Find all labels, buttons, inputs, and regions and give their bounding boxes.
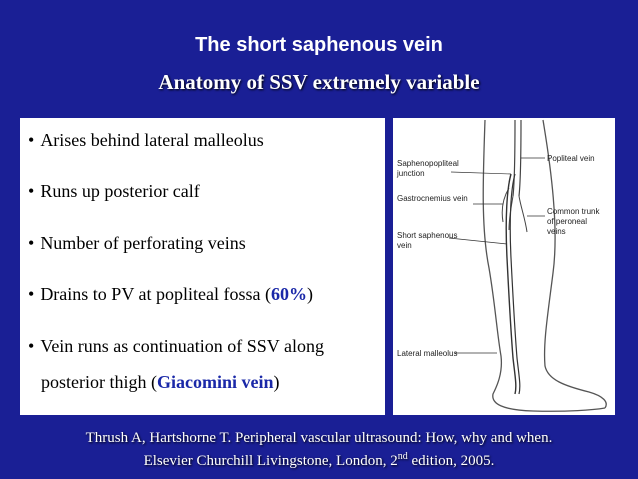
citation-line-2-pre: Elsevier Churchill Livingstone, London, 2 xyxy=(143,453,398,469)
popliteal-vein-wall xyxy=(519,120,521,196)
bullet-item xyxy=(28,130,264,151)
leg-illustration xyxy=(393,118,615,415)
bullet-item xyxy=(28,233,246,254)
bullet-item xyxy=(28,336,324,357)
bullet-marker: • xyxy=(28,336,35,356)
label-saphenopopliteal-2: junction xyxy=(397,169,425,178)
bullet-highlight: 60% xyxy=(270,284,307,304)
leg-anatomy-figure xyxy=(393,118,615,415)
bullet-text: Vein runs as continuation of SSV along xyxy=(40,336,324,356)
label-popliteal: Popliteal vein xyxy=(547,154,595,163)
bullet-continuation xyxy=(41,372,279,393)
continuation-highlight: Giacomini vein xyxy=(156,372,274,392)
bullet-text-post: ) xyxy=(306,284,313,304)
bullet-marker: • xyxy=(28,181,35,201)
continuation-post: ) xyxy=(273,372,280,392)
label-gastrocnemius: Gastrocnemius vein xyxy=(397,194,468,203)
leg-outline-front xyxy=(543,120,606,408)
label-common-trunk-1: Common trunk xyxy=(547,207,600,216)
label-common-trunk-2: of peroneal xyxy=(547,217,588,226)
label-short-saphenous-1: Short saphenous xyxy=(397,231,458,240)
bullet-text: Number of perforating veins xyxy=(40,233,246,253)
bullet-item xyxy=(28,284,313,305)
bullet-text: Arises behind lateral malleolus xyxy=(40,130,264,150)
slide-title: The short saphenous vein xyxy=(195,34,443,56)
leg-outline-back xyxy=(483,120,605,411)
leader-short-saphenous xyxy=(449,238,507,244)
label-common-trunk-3: veins xyxy=(547,227,566,236)
citation-line-2-sup: nd xyxy=(397,451,408,462)
slide-subtitle: Anatomy of SSV extremely variable xyxy=(158,70,480,94)
bullet-marker: • xyxy=(28,130,35,150)
leader-saphenopopliteal xyxy=(451,172,511,174)
citation-line-2 xyxy=(0,451,638,470)
bullet-marker: • xyxy=(28,284,35,304)
bullet-text: Runs up posterior calf xyxy=(40,181,200,201)
peroneal-trunk xyxy=(509,196,527,232)
bullet-panel xyxy=(20,118,385,415)
citation-line-1: Thrush A, Hartshorne T. Peripheral vascular ultrasound: How, why and when. xyxy=(85,430,553,446)
continuation-pre: posterior thigh ( xyxy=(41,372,157,392)
label-short-saphenous-2: vein xyxy=(397,241,412,250)
citation-line-2-post: edition, 2005. xyxy=(407,453,495,469)
label-saphenopopliteal-1: Saphenopopliteal xyxy=(397,159,459,168)
bullet-text-pre: Drains to PV at popliteal fossa ( xyxy=(40,284,271,304)
label-lateral-malleolus: Lateral malleolus xyxy=(397,349,458,358)
bullet-item xyxy=(28,181,200,202)
bullet-marker: • xyxy=(28,233,35,253)
